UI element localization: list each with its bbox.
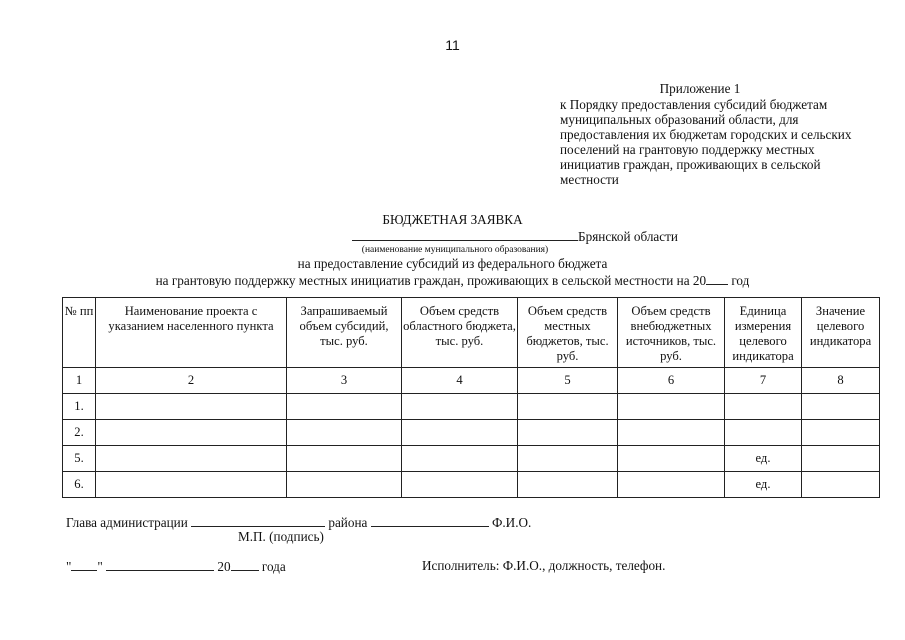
table-cell[interactable] <box>518 394 618 420</box>
appendix-line: поселений на грантовую поддержку местных <box>560 142 815 157</box>
appendix-line: инициатив граждан, проживающих в сельской <box>560 157 821 172</box>
column-header: Запрашиваемый объем субсидий, тыс. руб. <box>287 298 402 368</box>
budget-table <box>62 297 880 498</box>
column-header: Наименование проекта с указанием населенного пункта <box>96 298 287 368</box>
executor-line: Исполнитель: Ф.И.О., должность, телефон. <box>422 558 666 573</box>
table-row <box>63 446 880 472</box>
appendix-line: к Порядку предоставления субсидий бюджетам <box>560 97 828 112</box>
fio-blank[interactable] <box>371 514 489 527</box>
document-heading <box>0 212 905 289</box>
row-number: 5. <box>63 446 96 472</box>
column-number: 4 <box>402 368 518 394</box>
table-row <box>63 472 880 498</box>
page-number: 11 <box>445 37 460 53</box>
row-number: 6. <box>63 472 96 498</box>
table-cell[interactable]: ед. <box>725 472 802 498</box>
table-cell[interactable] <box>802 472 880 498</box>
year-blank[interactable] <box>706 272 728 285</box>
column-number-row <box>63 368 880 394</box>
region-label: Брянской области <box>578 229 678 244</box>
year-prefix: 20 <box>217 559 231 574</box>
row-number: 1. <box>63 394 96 420</box>
column-header: Значение целевого индикатора <box>802 298 880 368</box>
table-cell[interactable] <box>402 446 518 472</box>
table-cell[interactable]: ед. <box>725 446 802 472</box>
table-cell[interactable] <box>96 472 287 498</box>
heading-line-3: на предоставление субсидий из федерального бюджета <box>297 256 608 271</box>
column-number: 7 <box>725 368 802 394</box>
row-number: 2. <box>63 420 96 446</box>
date-line: " " 20 года <box>66 559 286 574</box>
column-header: Объем средств внебюджетных источников, тыс. руб. <box>618 298 725 368</box>
org-line <box>0 228 905 245</box>
table-header-row <box>63 298 880 368</box>
table-cell[interactable] <box>802 394 880 420</box>
head-signature-blank[interactable] <box>191 514 325 527</box>
table-cell[interactable] <box>402 472 518 498</box>
table-cell[interactable] <box>802 420 880 446</box>
appendix-title: Приложение 1 <box>659 81 741 96</box>
document-title: БЮДЖЕТНАЯ ЗАЯВКА <box>382 212 523 227</box>
column-header: Объем средств областного бюджета, тыс. руб. <box>402 298 518 368</box>
year-label: года <box>261 559 286 574</box>
table-cell[interactable] <box>725 394 802 420</box>
table-cell[interactable] <box>518 446 618 472</box>
appendix-line: муниципальных образований области, для <box>560 112 799 127</box>
table-cell[interactable] <box>287 446 402 472</box>
column-header: Объем средств местных бюджетов, тыс. руб. <box>518 298 618 368</box>
signature-line <box>66 514 531 530</box>
year-field-blank[interactable] <box>231 558 259 571</box>
district-label: района <box>328 515 368 530</box>
column-header: № пп <box>63 298 96 368</box>
table-row <box>63 394 880 420</box>
appendix-line: предоставления их бюджетам городских и сельских <box>560 127 852 142</box>
appendix-block <box>560 81 880 187</box>
table-cell[interactable] <box>96 420 287 446</box>
table-cell[interactable] <box>802 446 880 472</box>
fio-label: Ф.И.О. <box>491 515 532 530</box>
table-cell[interactable] <box>725 420 802 446</box>
table-cell[interactable] <box>618 446 725 472</box>
table-cell[interactable] <box>518 472 618 498</box>
column-header: Единица измерения целевого индикатора <box>725 298 802 368</box>
column-number: 5 <box>518 368 618 394</box>
table-row <box>63 420 880 446</box>
table-cell[interactable] <box>402 420 518 446</box>
org-name-blank[interactable] <box>352 228 578 241</box>
column-number: 2 <box>96 368 287 394</box>
column-number: 3 <box>287 368 402 394</box>
table-cell[interactable] <box>518 420 618 446</box>
org-hint: (наименование муниципального образования) <box>361 245 549 255</box>
table-cell[interactable] <box>618 394 725 420</box>
table-cell[interactable] <box>287 420 402 446</box>
table-cell[interactable] <box>618 420 725 446</box>
table-cell[interactable] <box>618 472 725 498</box>
table-cell[interactable] <box>287 394 402 420</box>
month-blank[interactable] <box>106 558 214 571</box>
column-number: 8 <box>802 368 880 394</box>
stamp-label: М.П. (подпись) <box>238 529 324 544</box>
table-cell[interactable] <box>96 446 287 472</box>
appendix-line: местности <box>560 172 619 187</box>
day-blank[interactable] <box>71 558 97 571</box>
column-number: 1 <box>63 368 96 394</box>
column-number: 6 <box>618 368 725 394</box>
head-label: Глава администрации <box>66 515 188 530</box>
table-cell[interactable] <box>96 394 287 420</box>
table-cell[interactable] <box>402 394 518 420</box>
heading-line-4: на грантовую поддержку местных инициатив граждан, проживающих в сельской местности на 20 год <box>155 273 750 288</box>
table-cell[interactable] <box>287 472 402 498</box>
